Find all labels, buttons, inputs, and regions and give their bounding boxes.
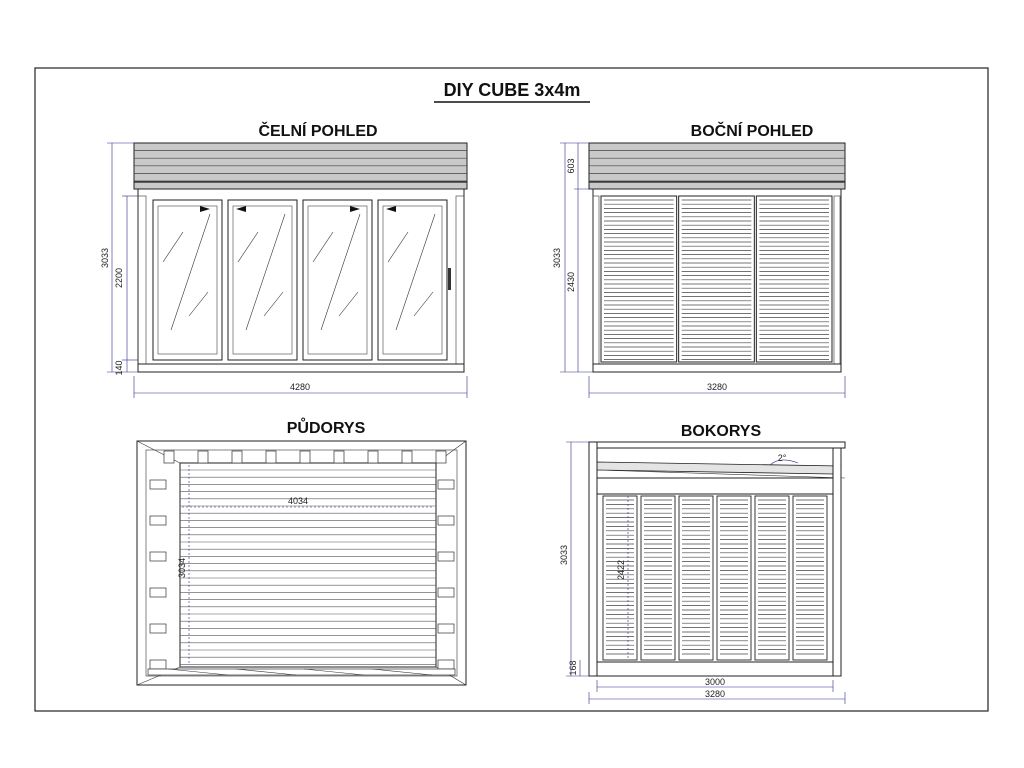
section-dim-slope: 2° <box>777 453 787 463</box>
section-base <box>597 662 833 676</box>
front-dim-width: 4280 <box>289 382 311 392</box>
louver-panel <box>755 496 789 660</box>
side-beam <box>438 480 454 489</box>
plan-view-title: PŮDORYS <box>286 420 366 437</box>
door-track <box>148 669 455 675</box>
rafter-end <box>300 451 310 463</box>
door-handle <box>448 268 451 290</box>
side-beam <box>438 588 454 597</box>
side-base <box>593 364 841 372</box>
side-beam <box>150 552 166 561</box>
louver-panel <box>679 496 713 660</box>
plan-door-track <box>148 669 455 675</box>
section-roof-slope <box>597 462 841 474</box>
side-beam <box>150 516 166 525</box>
rafter-end <box>198 451 208 463</box>
side-beam <box>438 516 454 525</box>
side-dim-wall-height: 2430 <box>566 271 576 293</box>
rafter-end <box>436 451 446 463</box>
section-right-post <box>833 448 841 676</box>
louver-panel <box>793 496 827 660</box>
side-beam <box>150 480 166 489</box>
side-beam <box>438 624 454 633</box>
plan-dim-inner-depth: 3034 <box>177 557 187 579</box>
plan-rafters <box>164 451 446 463</box>
front-dim-door-height: 2200 <box>114 267 124 289</box>
side-view <box>552 121 845 398</box>
rafter-end <box>232 451 242 463</box>
front-view-title: ČELNÍ POHLED <box>258 123 378 140</box>
section-dim-total-height: 3033 <box>559 544 569 566</box>
side-dim-roof-height: 603 <box>566 158 576 174</box>
front-view <box>100 121 467 398</box>
side-dim-total-height: 3033 <box>552 247 562 269</box>
section-roof-top <box>589 442 845 448</box>
side-view-title: BOČNÍ POHLED <box>690 123 814 140</box>
section-dim-base-height: 168 <box>568 660 578 676</box>
section-view <box>559 423 845 704</box>
side-beam <box>150 624 166 633</box>
rafter-end <box>402 451 412 463</box>
plan-view <box>137 417 466 685</box>
side-beam <box>150 660 166 669</box>
section-left-post <box>589 442 597 676</box>
section-dim-inner-height: 2422 <box>616 559 626 581</box>
plan-dim-inner-width: 4034 <box>287 496 309 506</box>
section-dim-inner-width: 3000 <box>704 677 726 687</box>
louver-panel <box>717 496 751 660</box>
side-beam <box>150 588 166 597</box>
section-view-title: BOKORYS <box>680 423 762 440</box>
section-louver-panels <box>603 496 827 660</box>
sheet-title: DIY CUBE 3x4m <box>443 80 581 100</box>
front-dim-base-height: 140 <box>114 360 124 376</box>
front-dim-total-height: 3033 <box>100 247 110 269</box>
louver-panel <box>641 496 675 660</box>
section-dim-width: 3280 <box>704 689 726 699</box>
side-dim-width: 3280 <box>706 382 728 392</box>
rafter-end <box>334 451 344 463</box>
plan-floor <box>180 463 436 667</box>
side-louver-panels <box>601 196 832 362</box>
section-beam <box>593 478 833 494</box>
side-beam <box>438 660 454 669</box>
rafter-end <box>368 451 378 463</box>
side-beam <box>438 552 454 561</box>
front-base <box>138 364 464 372</box>
rafter-end <box>164 451 174 463</box>
rafter-end <box>266 451 276 463</box>
